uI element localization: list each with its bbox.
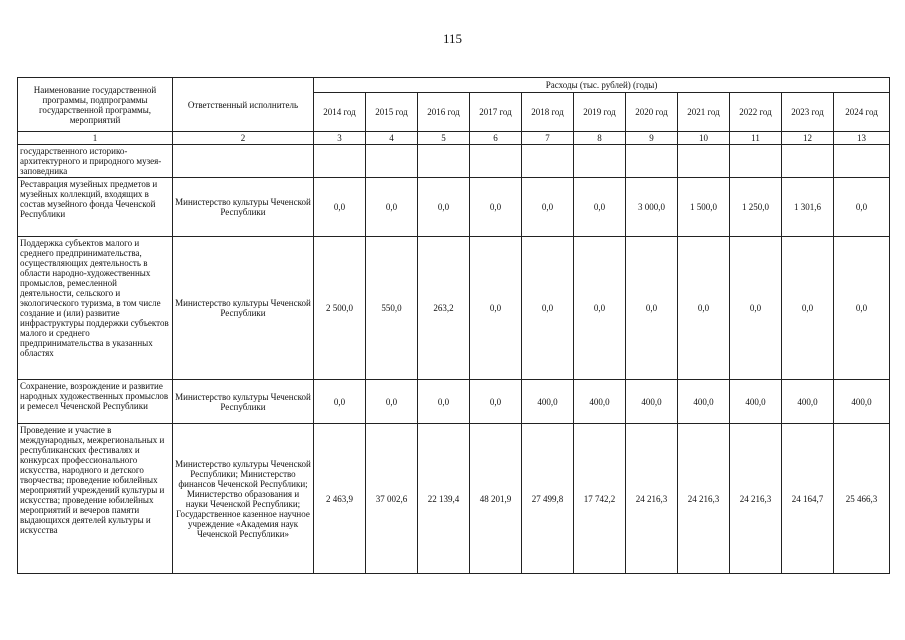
expense-value (782, 145, 834, 178)
expense-value: 24 164,7 (782, 424, 834, 574)
executor-cell: Министерство культуры Чеченской Республики; Министерство финансов Чеченской Республики; Министерство образования и науки Чеченской Республики; Государственное казенное научное учреждение «Академия наук Чеченской Республики» (173, 424, 314, 574)
header-expenses: Расходы (тыс. рублей) (годы) (314, 78, 890, 93)
expense-value (522, 145, 574, 178)
expense-value: 0,0 (522, 237, 574, 380)
activity-name: Поддержка субъектов малого и среднего предпринимательства, осуществляющих деятельность в области народно-художественных промыслов, ремесленной деятельности, сельского и экологического туризма, в том числе создание и (или) развитие инфраструктуры поддержки субъектов малого и среднего предпринимательства в указанных областях (18, 237, 173, 380)
column-index: 9 (626, 132, 678, 145)
expense-value: 0,0 (470, 237, 522, 380)
expense-value: 27 499,8 (522, 424, 574, 574)
expense-value: 263,2 (418, 237, 470, 380)
expense-value (730, 145, 782, 178)
header-year: 2017 год (470, 93, 522, 132)
column-index: 7 (522, 132, 574, 145)
expense-value: 1 301,6 (782, 178, 834, 237)
expense-value: 1 500,0 (678, 178, 730, 237)
expense-value: 0,0 (470, 178, 522, 237)
header-year: 2021 год (678, 93, 730, 132)
header-year: 2018 год (522, 93, 574, 132)
header-year: 2014 год (314, 93, 366, 132)
header-year: 2020 год (626, 93, 678, 132)
expense-value: 0,0 (314, 380, 366, 424)
expense-value (314, 145, 366, 178)
expense-value: 24 216,3 (626, 424, 678, 574)
expense-value (418, 145, 470, 178)
expense-value: 0,0 (834, 178, 890, 237)
column-index: 1 (18, 132, 173, 145)
expense-value: 550,0 (366, 237, 418, 380)
expense-value: 0,0 (678, 237, 730, 380)
expense-value: 400,0 (678, 380, 730, 424)
expense-value (366, 145, 418, 178)
expense-value: 0,0 (418, 380, 470, 424)
expense-value: 400,0 (626, 380, 678, 424)
activity-name: государственного историко-архитектурного и природного музея-заповедника (18, 145, 173, 178)
table-row (18, 178, 890, 237)
expense-value: 2 463,9 (314, 424, 366, 574)
header-name: Наименование государственной программы, подпрограммы государственной программы, мероприятий (18, 78, 173, 132)
expense-value: 24 216,3 (678, 424, 730, 574)
expense-value (470, 145, 522, 178)
expense-value: 400,0 (730, 380, 782, 424)
table-row (18, 424, 890, 574)
header-year: 2023 год (782, 93, 834, 132)
column-index: 3 (314, 132, 366, 145)
column-index: 5 (418, 132, 470, 145)
column-index: 11 (730, 132, 782, 145)
executor-cell: Министерство культуры Чеченской Республики (173, 178, 314, 237)
expense-value: 400,0 (834, 380, 890, 424)
expense-value: 0,0 (782, 237, 834, 380)
header-year: 2015 год (366, 93, 418, 132)
expense-value (678, 145, 730, 178)
executor-cell: Министерство культуры Чеченской Республики (173, 380, 314, 424)
expense-value: 17 742,2 (574, 424, 626, 574)
table-row (18, 237, 890, 380)
header-year: 2022 год (730, 93, 782, 132)
expense-value: 2 500,0 (314, 237, 366, 380)
expense-value: 0,0 (574, 178, 626, 237)
expense-value: 3 000,0 (626, 178, 678, 237)
expense-value: 0,0 (626, 237, 678, 380)
expense-value: 37 002,6 (366, 424, 418, 574)
executor-cell: Министерство культуры Чеченской Республики (173, 237, 314, 380)
expense-value: 24 216,3 (730, 424, 782, 574)
expense-value (834, 145, 890, 178)
expense-value: 0,0 (574, 237, 626, 380)
activity-name: Проведение и участие в международных, межрегиональных и республиканских фестивалях и конкурсах профессионального искусства, народного и детского творчества; проведение юбилейных мероприятий учреждений культуры и искусства; проведение юбилейных мероприятий и вечеров памяти выдающихся деятелей культуры и искусства (18, 424, 173, 574)
expense-value (626, 145, 678, 178)
header-year: 2024 год (834, 93, 890, 132)
expense-value: 400,0 (522, 380, 574, 424)
column-index: 6 (470, 132, 522, 145)
expense-value: 0,0 (418, 178, 470, 237)
expense-value: 0,0 (314, 178, 366, 237)
column-index: 4 (366, 132, 418, 145)
expense-value: 1 250,0 (730, 178, 782, 237)
expense-value: 0,0 (366, 178, 418, 237)
page-number: 115 (442, 31, 463, 46)
expense-value: 25 466,3 (834, 424, 890, 574)
expense-value: 0,0 (470, 380, 522, 424)
activity-name: Реставрация музейных предметов и музейных коллекций, входящих в состав музейного фонда Чеченской Республики (18, 178, 173, 237)
expense-value: 400,0 (782, 380, 834, 424)
header-executor: Ответственный исполнитель (173, 78, 314, 132)
expense-value: 0,0 (522, 178, 574, 237)
table-row (18, 380, 890, 424)
header-year: 2016 год (418, 93, 470, 132)
activity-name: Сохранение, возрождение и развитие народных художественных промыслов и ремесел Чеченской Республики (18, 380, 173, 424)
table-row (18, 145, 890, 178)
executor-cell (173, 145, 314, 178)
budget-table (17, 77, 890, 574)
expense-value: 0,0 (730, 237, 782, 380)
expense-value: 400,0 (574, 380, 626, 424)
expense-value: 48 201,9 (470, 424, 522, 574)
expense-value: 0,0 (834, 237, 890, 380)
column-index: 10 (678, 132, 730, 145)
column-index: 12 (782, 132, 834, 145)
column-index: 13 (834, 132, 890, 145)
expense-value (574, 145, 626, 178)
header-year: 2019 год (574, 93, 626, 132)
column-index: 2 (173, 132, 314, 145)
column-index: 8 (574, 132, 626, 145)
expense-value: 22 139,4 (418, 424, 470, 574)
expense-value: 0,0 (366, 380, 418, 424)
